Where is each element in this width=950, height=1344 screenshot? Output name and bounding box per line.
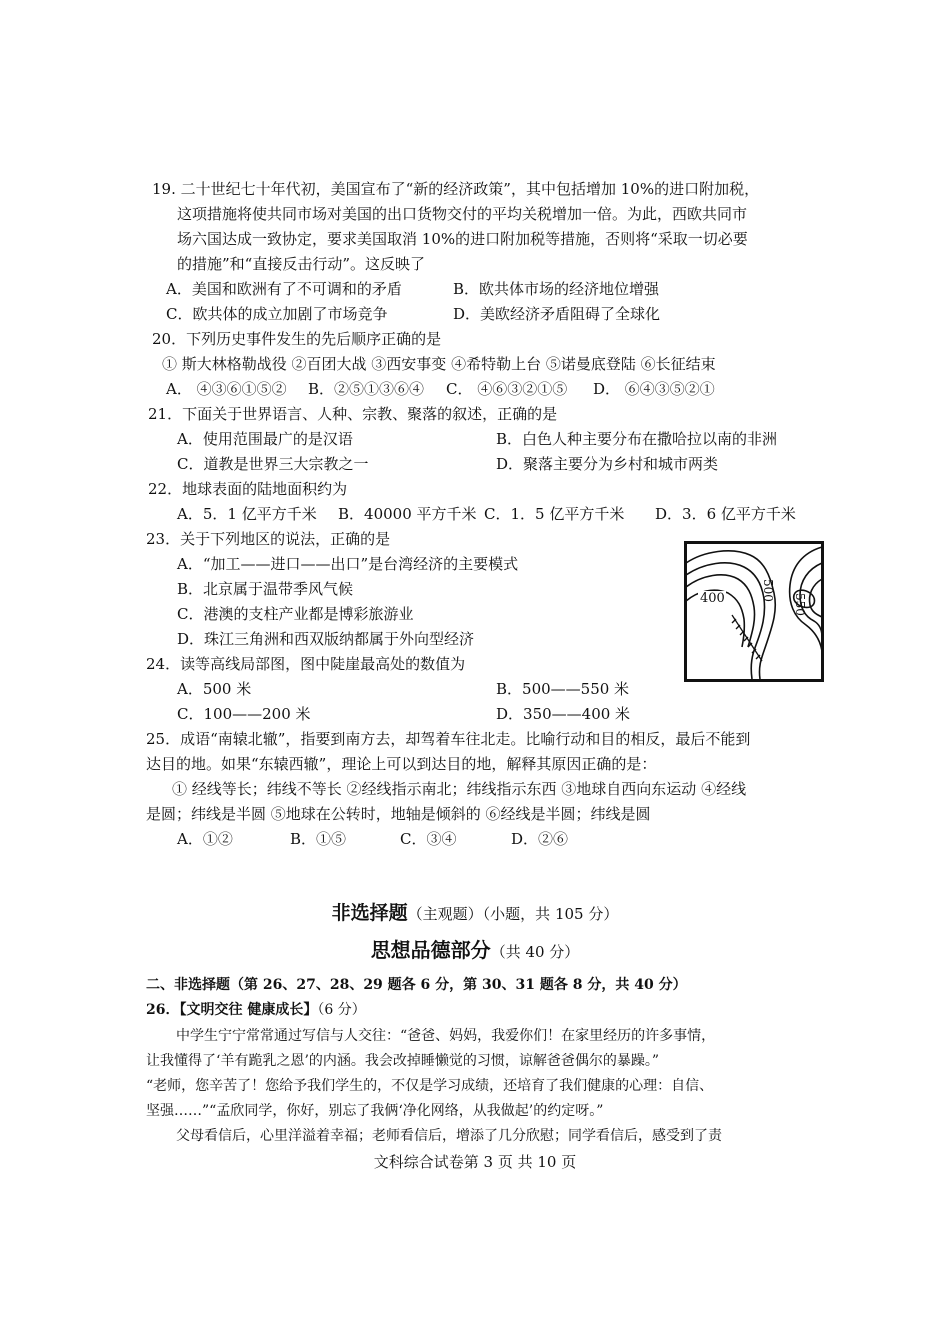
page-footer: 文科综合试卷第 3 页 共 10 页 [373,1153,577,1171]
q23-option-c: C．港澳的支柱产业都是博彩旅游业 [177,605,414,623]
q20-option-b: B．②⑤①③⑥④ [308,380,425,398]
contour-label-550: 550 [793,593,807,616]
q26-line-1: 中学生宁宁常常通过写信与人交往：“爸爸、妈妈，我爱你们！在家里经历的许多事情， [176,1028,716,1044]
q21-option-a: A．使用范围最广的是汉语 [177,430,353,448]
q25-option-b: B．①⑤ [290,830,347,848]
contour-label-400: 400 [700,591,725,606]
q23-option-d: D．珠江三角洲和西双版纳都属于外向型经济 [177,630,475,648]
q24-option-d: D．350——400 米 [496,705,631,723]
q19-option-d: D．美欧经济矛盾阻碍了全球化 [453,305,661,323]
q19-line-3: 场六国达成一致协定，要求美国取消 10%的进口附加税等措施，否则将“采取一切必要 [177,230,748,248]
q19-line-4: 的措施”和“直接反击行动”。这反映了 [177,255,426,273]
q23-option-a: A．“加工——进口——出口”是台湾经济的主要模式 [177,555,519,573]
section-instruction [146,974,687,996]
q21-option-d: D．聚落主要分为乡村和城市两类 [496,455,719,473]
contour-label-500: 500 [761,579,775,602]
part-title-main: 思想品德部分 [370,938,491,962]
part-title [0,934,950,963]
q22-option-a: A．5．1 亿平方千米 [177,505,317,523]
q19-line-1: 19. 二十世纪七十年代初，美国宣布了“新的经济政策”，其中包括增加 10%的进口附加税， [152,180,760,198]
q25-line-1: 25．成语“南辕北辙”，指要到南方去，却驾着车往北走。比喻行动和目的相反，最后不能到 [146,730,751,748]
q22-stem: 22．地球表面的陆地面积约为 [148,480,348,498]
section-instruction-text: 二、非选择题（第 26、27、28、29 题各 6 分，第 30、31 题各 8 分，共 40 分） [146,977,687,993]
q20-option-c: C． ④⑥③②①⑤ [446,380,568,398]
q20-events: ① 斯大林格勒战役 ②百团大战 ③西安事变 ④希特勒上台 ⑤诺曼底登陆 ⑥长征结束 [162,355,716,373]
q19-option-b: B．欧共体市场的经济地位增强 [453,280,660,298]
q24-option-c: C．100——200 米 [177,705,311,723]
q19-line-2: 这项措施将使共同市场对美国的出口货物交付的平均关税增加一倍。为此，西欧共同市 [177,205,748,223]
q19-option-a: A．美国和欧洲有了不可调和的矛盾 [166,280,402,298]
q26-heading [146,999,366,1021]
section-title-main: 非选择题 [331,902,408,924]
q20-option-d: D． ⑥④③⑤②① [593,380,715,398]
q21-option-b: B．白色人种主要分布在撒哈拉以南的非洲 [496,430,778,448]
q25-option-a: A．①② [177,830,233,848]
part-title-sub: （共 40 分） [490,943,580,961]
q26-line-3: “老师，您辛苦了！您给予我们学生的，不仅是学习成绩，还培育了我们健康的心理：自信、 [146,1078,714,1094]
q23-option-b: B．北京属于温带季风气候 [177,580,354,598]
q22-option-b: B．40000 平方千米 [338,505,477,523]
q20-option-a: A． ④③⑥①⑤② [166,380,287,398]
q26-line-5: 父母看信后，心里洋溢着幸福；老师看信后，增添了几分欣慰；同学看信后，感受到了责 [176,1128,722,1144]
q26-line-4: 坚强……”“孟欣同学，你好，别忘了我俩‘净化网络，从我做起’的约定呀。” [146,1103,604,1119]
q26-line-2: 让我懂得了‘羊有跪乳之恩’的内涵。我会改掉睡懒觉的习惯，谅解爸爸偶尔的暴躁。” [146,1053,660,1069]
q22-option-d: D．3．6 亿平方千米 [655,505,796,523]
q23-stem: 23．关于下列地区的说法，正确的是 [146,530,391,548]
q25-option-d: D．②⑥ [511,830,569,848]
q24-option-b: B．500——550 米 [496,680,630,698]
q26-number: 26． [146,1002,180,1018]
q20-stem: 20．下列历史事件发生的先后顺序正确的是 [152,330,442,348]
q25-option-c: C．③④ [400,830,457,848]
q21-option-c: C．道教是世界三大宗教之一 [177,455,369,473]
section-title-sub: （主观题）（小题，共 105 分） [407,905,619,923]
q21-stem: 21．下面关于世界语言、人种、宗教、聚落的叙述，正确的是 [148,405,558,423]
q19-option-c: C．欧共体的成立加剧了市场竞争 [166,305,388,323]
q24-stem: 24．读等高线局部图，图中陡崖最高处的数值为 [146,655,466,673]
q25-line-4: 是圆；纬线是半圆 ⑤地球在公转时，地轴是倾斜的 ⑥经线是半圆；纬线是圆 [146,805,651,823]
contour-map-figure [684,541,824,682]
q26-topic: 【文明交往 健康成长】 [179,1002,318,1018]
section-title [0,898,950,925]
q25-line-2: 达目的地。如果“东辕西辙”，理论上可以到达目的地，解释其原因正确的是： [146,755,657,773]
q24-option-a: A．500 米 [177,680,252,698]
q22-option-c: C．1．5 亿平方千米 [484,505,625,523]
q25-line-3: ① 经线等长；纬线不等长 ②经线指示南北；纬线指示东西 ③地球自西向东运动 ④经线 [172,780,747,798]
q26-score: （6 分） [317,1002,366,1018]
